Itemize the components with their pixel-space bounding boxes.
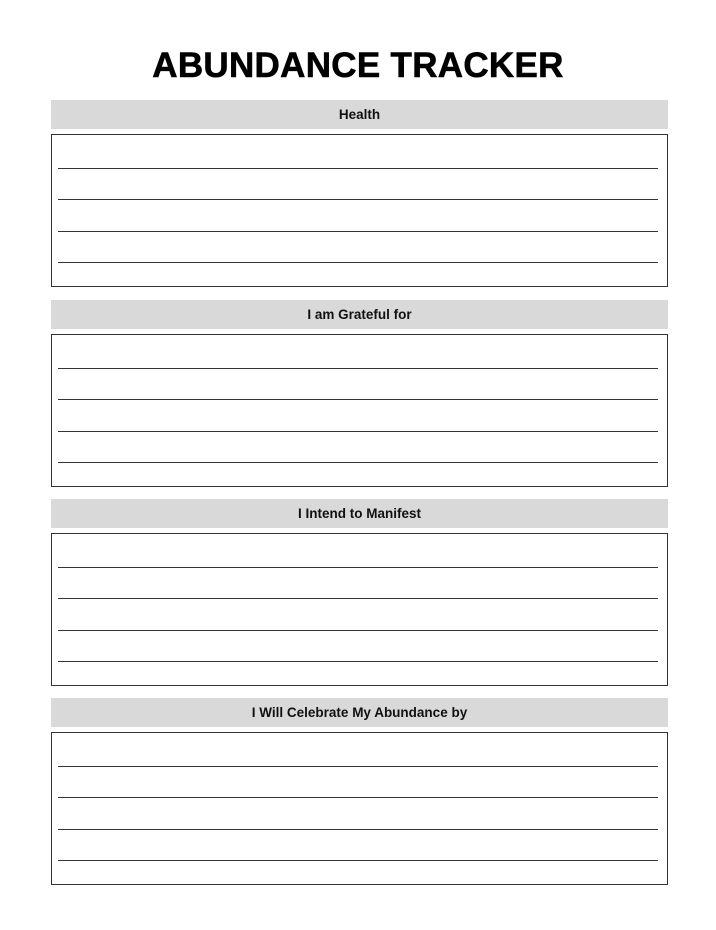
ruled-line	[58, 567, 658, 568]
writing-box[interactable]	[51, 732, 668, 885]
ruled-line	[58, 630, 658, 631]
writing-box[interactable]	[51, 533, 668, 686]
ruled-line	[58, 262, 658, 263]
ruled-line	[58, 399, 658, 400]
ruled-line	[58, 168, 658, 169]
section-grateful	[51, 300, 668, 487]
section-header: I Will Celebrate My Abundance by	[51, 698, 668, 727]
section-celebrate	[51, 698, 668, 885]
section-manifest	[51, 499, 668, 686]
section-health	[51, 100, 668, 287]
ruled-line	[58, 598, 658, 599]
ruled-line	[58, 199, 658, 200]
ruled-line	[58, 797, 658, 798]
ruled-line	[58, 431, 658, 432]
section-header: I Intend to Manifest	[51, 499, 668, 528]
ruled-line	[58, 368, 658, 369]
section-header: I am Grateful for	[51, 300, 668, 329]
ruled-line	[58, 860, 658, 861]
writing-box[interactable]	[51, 134, 668, 287]
ruled-line	[58, 231, 658, 232]
ruled-line	[58, 462, 658, 463]
writing-box[interactable]	[51, 334, 668, 487]
ruled-line	[58, 829, 658, 830]
page-title: ABUNDANCE TRACKER	[152, 46, 564, 85]
ruled-line	[58, 766, 658, 767]
section-header: Health	[51, 100, 668, 129]
ruled-line	[58, 661, 658, 662]
